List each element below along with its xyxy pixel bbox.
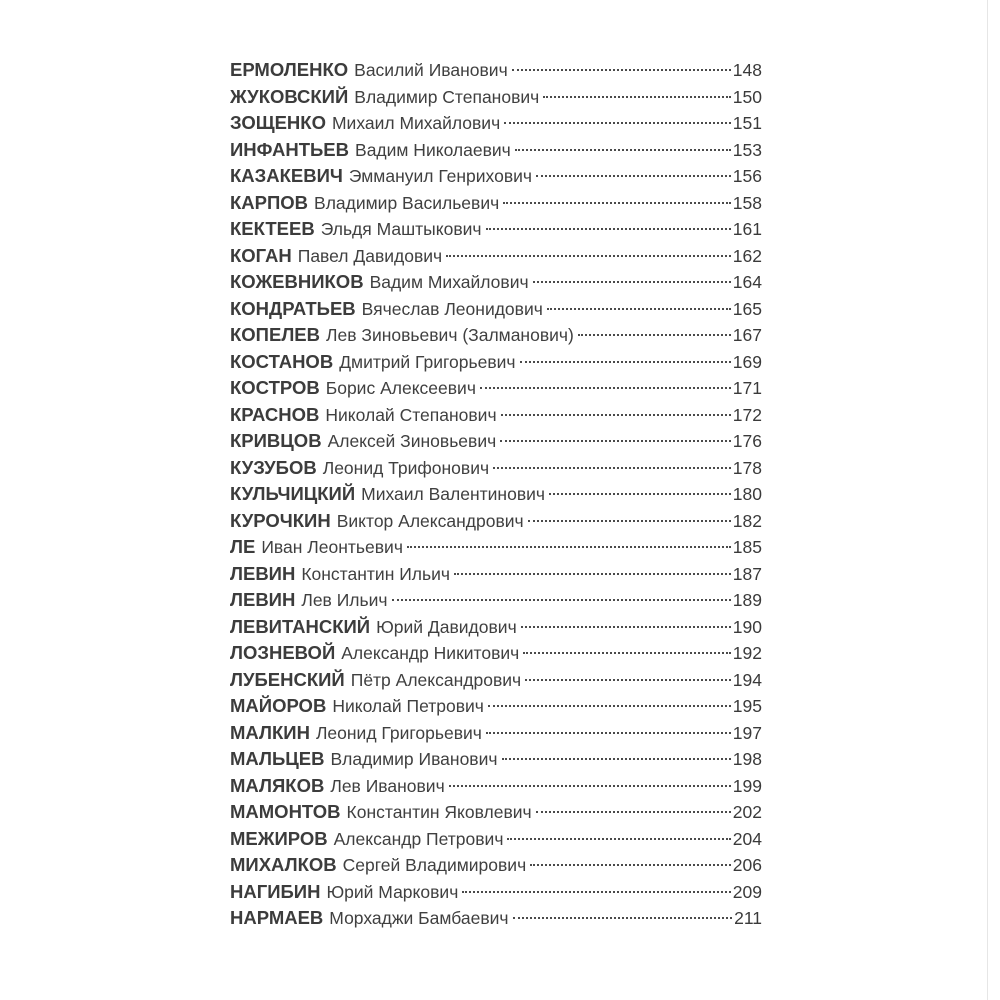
table-of-contents (230, 57, 762, 932)
author-given-names: Лев Ильич (301, 590, 388, 610)
page-number: 156 (732, 166, 762, 186)
author-given-names: Леонид Григорьевич (315, 722, 482, 743)
toc-entry (230, 349, 762, 376)
author-surname: МАЙОРОВ (230, 695, 327, 716)
author-given-names: Павел Давидович (297, 245, 443, 266)
author-given-names: Дмитрий Григорьевич (339, 351, 516, 372)
author-surname: КРИВЦОВ (230, 430, 322, 451)
author-surname: МАМОНТОВ (230, 801, 341, 822)
author-surname: МАЛКИН (230, 721, 310, 743)
author-surname: ЛУБЕНСКИЙ (230, 668, 345, 690)
toc-entry (230, 852, 762, 879)
toc-entry (230, 481, 762, 508)
author-given-names: Алексей Зиновьевич (327, 431, 497, 451)
author-given-names: Юрий Маркович (326, 881, 459, 902)
author-given-names: Юрий Давидович (376, 616, 517, 637)
dot-leader (536, 175, 731, 177)
author-surname: КОСТРОВ (230, 377, 320, 398)
toc-entry (230, 190, 762, 217)
page-number: 150 (732, 86, 762, 107)
toc-entry (230, 561, 762, 588)
author-given-names: Николай Степанович (325, 404, 497, 425)
author-surname: КУРОЧКИН (230, 509, 331, 531)
dot-leader (502, 758, 731, 760)
toc-entry (230, 216, 762, 243)
dot-leader (547, 308, 731, 310)
page-number: 204 (732, 828, 762, 849)
dot-leader (507, 838, 730, 840)
page-number: 169 (732, 351, 762, 372)
author-given-names: Эльдя Маштыкович (320, 219, 482, 239)
dot-leader (462, 891, 730, 893)
author-surname: КАРПОВ (230, 191, 309, 213)
author-surname: ЛЕВИН (230, 562, 296, 584)
author-given-names: Александр Никитович (341, 643, 520, 663)
dot-leader (543, 96, 731, 98)
page-number: 190 (732, 616, 762, 637)
page-number: 165 (732, 298, 762, 319)
author-given-names: Эммануил Генрихович (348, 166, 533, 186)
author-surname: НАГИБИН (230, 880, 321, 902)
author-given-names: Морхаджи Бамбаевич (329, 908, 509, 928)
page-number: 187 (732, 563, 762, 584)
dot-leader (480, 387, 731, 389)
dot-leader (446, 255, 731, 257)
toc-entry (230, 163, 762, 190)
dot-leader (449, 785, 731, 787)
dot-leader (486, 732, 731, 734)
dot-leader (515, 149, 731, 151)
toc-entry (230, 905, 762, 932)
dot-leader (500, 440, 731, 442)
toc-entry (230, 269, 762, 296)
page-number: 161 (732, 219, 762, 239)
author-surname: НАРМАЕВ (230, 907, 324, 928)
page-number: 171 (732, 378, 762, 398)
page-number: 178 (732, 457, 762, 478)
author-given-names: Вадим Николаевич (355, 139, 511, 160)
page-number: 176 (732, 431, 762, 451)
page-number: 189 (732, 590, 762, 610)
author-given-names: Александр Петрович (333, 828, 504, 849)
toc-entry (230, 614, 762, 641)
toc-entry (230, 57, 762, 84)
author-surname: ЛЕВИН (230, 589, 296, 610)
dot-leader (549, 493, 731, 495)
author-given-names: Лев Иванович (330, 775, 445, 796)
author-given-names: Виктор Александрович (336, 510, 524, 531)
toc-entry (230, 720, 762, 747)
page-number: 202 (732, 802, 762, 822)
toc-entry (230, 693, 762, 720)
page-number: 194 (732, 669, 762, 690)
author-given-names: Вячеслав Леонидович (361, 298, 543, 319)
toc-entry (230, 322, 762, 349)
toc-entry (230, 773, 762, 800)
dot-leader (512, 69, 731, 71)
dot-leader (454, 573, 731, 575)
dot-leader (407, 546, 731, 548)
author-surname: ЛОЗНЕВОЙ (230, 642, 336, 663)
author-given-names: Владимир Степанович (354, 86, 540, 107)
page-number: 185 (732, 537, 762, 557)
author-surname: КОНДРАТЬЕВ (230, 297, 356, 319)
author-given-names: Константин Яковлевич (346, 802, 532, 822)
toc-entry (230, 455, 762, 482)
dot-leader (493, 467, 731, 469)
author-surname: КЕКТЕЕВ (230, 218, 315, 239)
dot-leader (523, 652, 731, 654)
dot-leader (536, 811, 731, 813)
dot-leader (488, 705, 731, 707)
toc-entry (230, 799, 762, 826)
author-surname: КОПЕЛЕВ (230, 324, 320, 345)
author-given-names: Михаил Михайлович (331, 113, 501, 133)
page-number: 197 (732, 722, 762, 743)
toc-entry (230, 428, 762, 455)
toc-entry (230, 508, 762, 535)
page-number: 206 (732, 855, 762, 875)
author-surname: КУЗУБОВ (230, 456, 317, 478)
dot-leader (533, 281, 731, 283)
author-surname: ЗОЩЕНКО (230, 112, 326, 133)
page-number: 172 (732, 404, 762, 425)
page-number: 151 (732, 113, 762, 133)
toc-entry (230, 534, 762, 561)
author-given-names: Николай Петрович (332, 696, 484, 716)
toc-entry (230, 879, 762, 906)
author-given-names: Сергей Владимирович (342, 855, 527, 875)
toc-entry (230, 375, 762, 402)
toc-entry (230, 402, 762, 429)
author-given-names: Михаил Валентинович (361, 484, 546, 504)
page-number: 182 (732, 510, 762, 531)
toc-entry (230, 826, 762, 853)
page-number: 180 (732, 484, 762, 504)
author-given-names: Леонид Трифонович (322, 457, 490, 478)
author-given-names: Лев Зиновьевич (Залманович) (326, 325, 574, 345)
toc-entry (230, 243, 762, 270)
author-surname: МЕЖИРОВ (230, 827, 328, 849)
page-number: 199 (732, 775, 762, 796)
dot-leader (513, 917, 733, 919)
dot-leader (392, 599, 731, 601)
author-surname: КОГАН (230, 244, 292, 266)
dot-leader (525, 679, 731, 681)
author-surname: МАЛЯКОВ (230, 774, 325, 796)
dot-leader (504, 122, 731, 124)
author-surname: КОСТАНОВ (230, 350, 334, 372)
dot-leader (501, 414, 731, 416)
author-surname: ЛЕВИТАНСКИЙ (230, 615, 371, 637)
author-surname: МАЛЬЦЕВ (230, 748, 325, 769)
author-surname: КУЛЬЧИЦКИЙ (230, 483, 356, 504)
author-surname: КРАСНОВ (230, 403, 320, 425)
toc-entry (230, 640, 762, 667)
page-number: 162 (732, 245, 762, 266)
author-given-names: Иван Леонтьевич (261, 537, 403, 557)
author-surname: ИНФАНТЬЕВ (230, 138, 350, 160)
toc-entry (230, 110, 762, 137)
author-given-names: Константин Ильич (301, 563, 451, 584)
author-surname: КОЖЕВНИКОВ (230, 271, 364, 292)
author-surname: ЖУКОВСКИЙ (230, 85, 349, 107)
dot-leader (578, 334, 731, 336)
toc-entry (230, 746, 762, 773)
toc-entry (230, 84, 762, 111)
author-given-names: Владимир Иванович (330, 749, 498, 769)
dot-leader (530, 864, 731, 866)
toc-entry (230, 587, 762, 614)
author-surname: ЕРМОЛЕНКО (230, 59, 349, 80)
toc-entry (230, 296, 762, 323)
author-surname: ЛЕ (230, 536, 256, 557)
page-number: 211 (734, 908, 762, 928)
author-given-names: Василий Иванович (354, 60, 508, 80)
page-number: 148 (732, 60, 762, 80)
page-number: 167 (732, 325, 762, 345)
page-number: 164 (732, 272, 762, 292)
author-given-names: Пётр Александрович (350, 669, 522, 690)
toc-entry (230, 667, 762, 694)
dot-leader (503, 202, 731, 204)
page-number: 195 (732, 696, 762, 716)
page-number: 209 (732, 881, 762, 902)
page-number: 158 (732, 192, 762, 213)
author-surname: КАЗАКЕВИЧ (230, 165, 343, 186)
author-given-names: Вадим Михайлович (369, 272, 529, 292)
author-surname: МИХАЛКОВ (230, 854, 337, 875)
page-number: 198 (732, 749, 762, 769)
page-edge-divider (987, 0, 988, 1000)
dot-leader (528, 520, 731, 522)
author-given-names: Борис Алексеевич (325, 378, 476, 398)
dot-leader (521, 626, 731, 628)
page-number: 192 (732, 643, 762, 663)
toc-entry (230, 137, 762, 164)
page-number: 153 (732, 139, 762, 160)
author-given-names: Владимир Васильевич (314, 192, 500, 213)
dot-leader (486, 228, 731, 230)
dot-leader (520, 361, 731, 363)
